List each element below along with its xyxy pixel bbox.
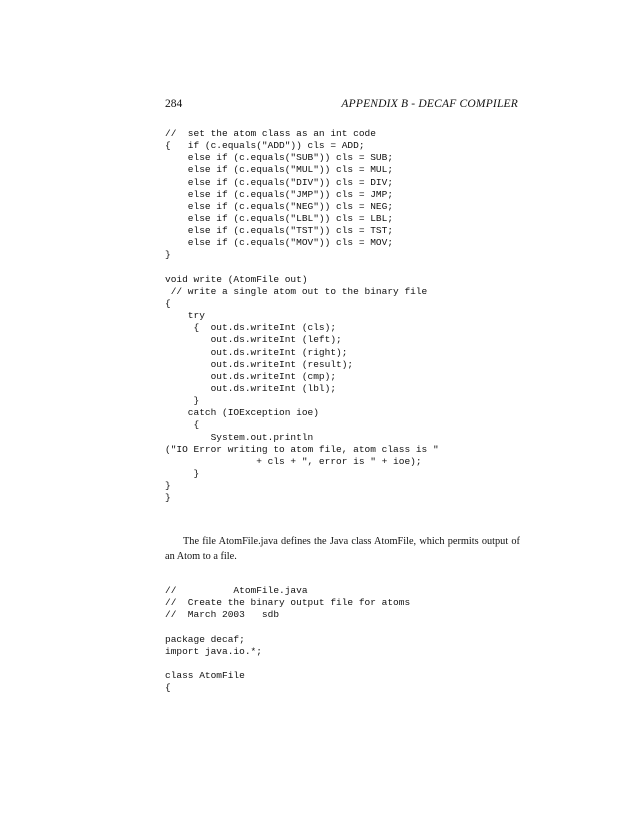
code-line: out.ds.writeInt (left); [165,334,342,346]
body-paragraph: The file AtomFile.java defines the Java class AtomFile, which permits output of an Atom to a file. [165,536,520,562]
code-line [165,262,439,274]
code-line: else if (c.equals("JMP")) cls = JMP; [165,188,394,200]
code-line: try [165,310,205,322]
code-line: out.ds.writeInt (lbl); [165,382,337,394]
code-line: + cls + ", error is " + ioe); [165,455,422,467]
code-line: { if (c.equals("ADD")) cls = ADD; [165,140,365,152]
code-line: { [165,419,200,431]
code-line: import java.io.*; [165,645,262,657]
code-line: // AtomFile.java [165,585,308,596]
code-line: // write a single atom out to the binary file [165,285,428,297]
code-line: System.out.println [165,431,314,443]
code-line: out.ds.writeInt (cmp); [165,370,337,382]
page-number: 284 [165,98,183,110]
code-line: // March 2003 sdb [165,609,280,621]
code-line: package decaf; [165,633,245,645]
code-line: else if (c.equals("DIV")) cls = DIV; [165,176,394,188]
code-line: out.ds.writeInt (result); [165,358,354,370]
code-line: } [165,467,200,479]
code-line: else if (c.equals("TST")) cls = TST; [165,225,394,237]
code-line: out.ds.writeInt (right); [165,346,348,358]
code-line: } [165,492,171,504]
code-line: catch (IOException ioe) [165,407,319,419]
code-line: { [165,297,171,309]
code-line: } [165,480,171,492]
code-line: else if (c.equals("LBL")) cls = LBL; [165,212,394,224]
code-listing-atomfile [165,585,410,694]
code-line: else if (c.equals("MOV")) cls = MOV; [165,237,394,249]
code-line [165,658,410,670]
running-head: APPENDIX B - DECAF COMPILER [341,98,518,110]
code-line: } [165,249,171,261]
code-line: else if (c.equals("NEG")) cls = NEG; [165,200,394,212]
code-line: // Create the binary output file for atoms [165,597,411,609]
code-listing-atom-methods [165,128,439,504]
code-line: } [165,395,200,407]
code-line: // set the atom class as an int code [165,128,376,139]
code-line: void write (AtomFile out) [165,273,308,285]
code-line: class AtomFile [165,669,245,681]
code-line [165,621,410,633]
code-line: { out.ds.writeInt (cls); [165,322,337,334]
code-line: else if (c.equals("SUB")) cls = SUB; [165,152,394,164]
code-line: ("IO Error writing to atom file, atom class is " [165,443,439,455]
page-header [165,98,518,114]
code-line: else if (c.equals("MUL")) cls = MUL; [165,164,394,176]
code-line: { [165,682,171,694]
